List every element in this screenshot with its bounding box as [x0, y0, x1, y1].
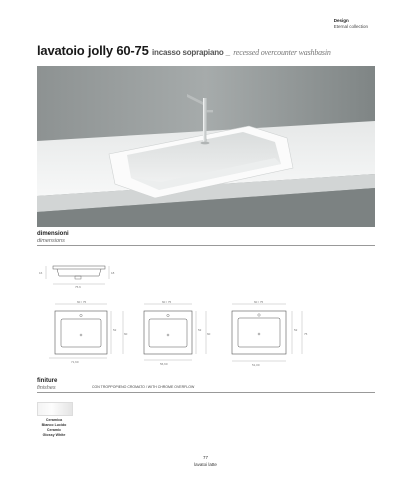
plan-drawing-1 [45, 298, 135, 366]
product-subtitle-en: recessed overcounter washbasin [233, 48, 331, 57]
plan3-right-label: 75 [304, 332, 308, 336]
finish-label-line-4: Glossy White [42, 433, 66, 437]
plan-drawing-3 [222, 298, 318, 372]
plan1-top-label: 60 / 75 [77, 300, 87, 304]
section-footer: lavatoi latte [194, 462, 217, 467]
finish-label-line-3: Ceramic [46, 428, 62, 432]
plan2-left-label: 52 [198, 328, 202, 332]
finishes-title: finiture [37, 378, 58, 384]
plan1-bottom-label: 71,60 [71, 360, 79, 364]
plan1-left-label: 52 [113, 328, 117, 332]
finish-label-line-2: Bianco Lucido [41, 423, 67, 427]
finishes-subtitle: finishes [37, 385, 56, 391]
plan-drawing-2 [136, 298, 226, 370]
dimensions-subtitle: dimensions [37, 238, 65, 244]
side-left-label: 16 [39, 271, 43, 275]
dimensions-title: dimensioni [37, 231, 69, 237]
washbasin-photo-illustration [37, 66, 375, 227]
finish-label-line-1: Ceramica [45, 418, 63, 422]
finish-swatch-label [37, 418, 71, 438]
brand-label: Design [333, 18, 349, 23]
side-right-label: 18 [111, 271, 115, 275]
product-name: lavatoio jolly 60-75 [37, 43, 149, 58]
page-number: 77 [202, 455, 208, 460]
plan2-bottom-label: 56,60 [160, 362, 168, 366]
product-photo [37, 66, 375, 227]
plan3-bottom-label: 51,00 [252, 363, 260, 367]
product-subtitle-it: incasso soprapiano _ [152, 48, 230, 57]
finishes-divider [37, 392, 375, 393]
side-width-label: 75.6 [75, 285, 81, 289]
plan2-right-label: 60 [207, 332, 211, 336]
overflow-note: CON TROPPOPIENO CROMATO / WITH CHROME OVERFLOW [92, 385, 195, 389]
plan1-right-label: 60 [124, 332, 128, 336]
side-view-drawing [37, 262, 117, 292]
plan2-top-label: 60 / 75 [162, 300, 172, 304]
finish-swatch-glossy-white [37, 402, 73, 416]
page-title [37, 43, 331, 58]
dimensions-divider [37, 245, 375, 246]
header-credits [334, 18, 368, 30]
collection-label: Eternal collection [333, 24, 368, 29]
plan3-top-label: 60 / 75 [254, 300, 264, 304]
plan3-left-label: 52 [294, 328, 298, 332]
